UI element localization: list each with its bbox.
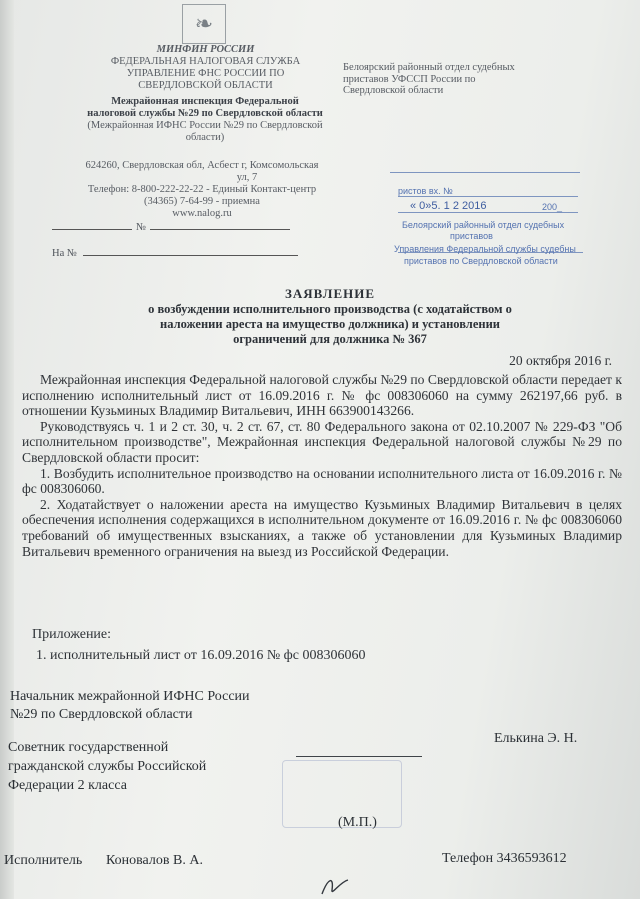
reference-number-field [52,248,298,260]
address-line: ул, 7 [236,172,258,183]
executor-phone: Телефон 3436593612 [442,851,567,866]
recipient-line: Свердловской области [343,85,444,96]
phone-line: Телефон: 8-800-222-22-22 - Единый Контакт-центр [87,184,317,195]
stamp-line: приставов [450,231,493,241]
stamp-year: 200_ [542,202,563,212]
stamp-incoming-label: ристов вх. № [398,186,453,196]
inspection-short: (Межрайонная ИФНС России №29 по Свердловской [87,120,323,131]
handwritten-signature [318,872,358,898]
document-title [80,286,580,347]
recipient-line: приставов УФССП России по [343,73,476,85]
executor-label: Исполнитель [4,853,83,868]
stamp-line: Белоярский районный отдел судебных [402,220,565,230]
request-item: 1. Возбудить исполнительное производство на основании исполнительного листа от 16.09.2016 г. № фс 008306060. [22,465,622,497]
inspection-short: области) [185,132,225,143]
body-paragraph: Руководствуясь ч. 1 и 2 ст. 30, ч. 2 ст. 67, ст. 80 Федерального закона от 02.10.2007 № 229-ФЗ "Об исполнительном производстве", Межрайонная инспекция Федеральной налоговой службы №29 по Свердловской области просит: [22,418,622,465]
stamp-line: Управления Федеральной службы судебны [394,244,576,254]
document-date: 20 октября 2016 г. [509,353,612,368]
chief-title [10,688,250,724]
title-line: о возбуждении исполнительного производства (с ходатайством о [148,302,512,316]
title-line: ограничений для должника № 367 [233,332,427,346]
executor-name: Коновалов В. А. [106,853,203,868]
recipient-block [343,62,573,97]
request-item: 2. Ходатайствует о наложении ареста на имущество Кузьминых Владимир Витальевич в целях обеспечения исполнения содержащихся в исполнительном документе от 16.09.2016 г. № фс 008306060 требований об имущественных взысканиях, а также об установлении для Кузьминых Владимир Витальевич временного ограничения на выезд из Российской Федерации. [22,496,622,559]
org-line: СВЕРДЛОВСКОЙ ОБЛАСТИ [138,80,273,91]
signature-line [296,756,422,757]
inspection-name: Межрайонная инспекция Федеральной [111,96,299,107]
title-line: наложении ареста на имущество должника) и установлении [160,317,500,331]
stamp-date: « 0»5. 1 2 2016 [410,200,487,212]
coat-of-arms-icon: ❧ [182,4,226,44]
incoming-stamp [390,160,600,280]
org-line: ФЕДЕРАЛЬНАЯ НАЛОГОВАЯ СЛУЖБА [110,56,301,67]
inspection-block [60,96,350,144]
address-line: 624260, Свердловская обл, Асбест г, Комсомольская [85,160,319,171]
seal-placeholder: (М.П.) [338,815,377,830]
advisor-line: Советник государственной [8,740,169,755]
advisor-title [8,738,206,795]
inspection-name: налоговой службы №29 по Свердловской области [87,108,323,119]
advisor-line: гражданской службы Российской [8,759,207,774]
org-header [88,44,323,92]
body-paragraph: Межрайонная инспекция Федеральной налоговой службы №29 по Свердловской области передает к исполнению исполнительный лист от 16.09.2016 г. № фс 008306060 на сумму 262197,66 руб. в отношении Кузьминых Владимир Витальевич, ИНН 663900143266. [22,372,622,419]
title-heading: ЗАЯВЛЕНИЕ [284,286,376,301]
chief-line: №29 по Свердловской области [10,707,193,722]
signer-name: Елькина Э. Н. [494,731,578,746]
website: www.nalog.ru [172,208,232,219]
attachment-block [32,624,366,666]
address-block [52,160,352,220]
advisor-line: Федерации 2 класса [8,778,127,793]
org-line: УПРАВЛЕНИЕ ФНС РОССИИ ПО [126,68,285,79]
document-body [22,372,622,559]
chief-line: Начальник межрайонной ИФНС России [10,689,250,704]
org-line: МИНФИН РОССИИ [156,44,255,55]
phone-line-2: (34365) 7-64-99 - приемна [144,196,260,207]
number-label: № [136,222,147,233]
outgoing-number-field [52,222,290,234]
stamp-line: приставов по Свердловской области [404,256,558,266]
recipient-line: Белоярский районный отдел судебных [343,62,515,73]
attachment-label: Приложение: [32,627,112,642]
reference-label: На № [52,248,77,259]
attachment-item: 1. исполнительный лист от 16.09.2016 № фс 008306060 [36,648,366,663]
